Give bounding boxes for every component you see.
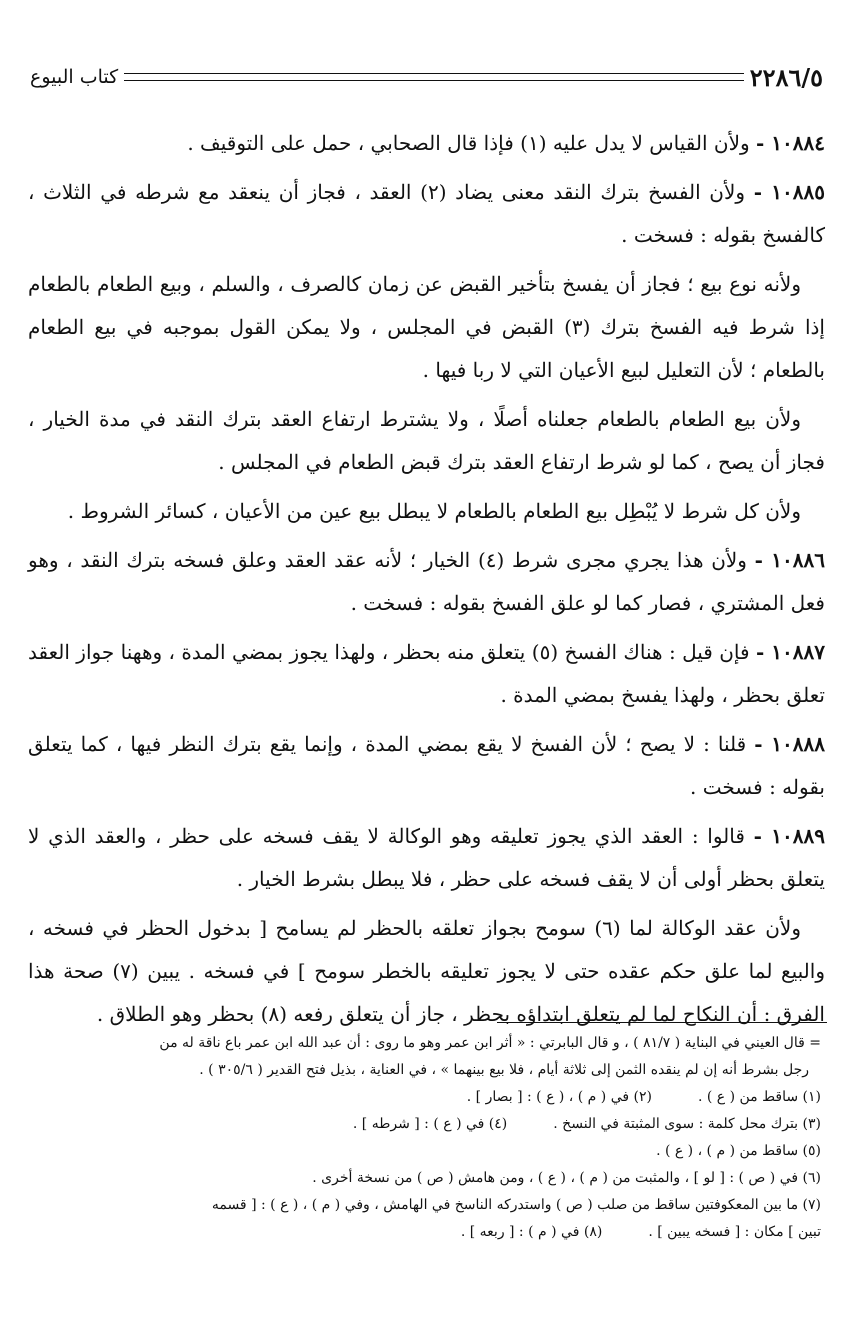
- paragraph: [28, 907, 825, 1036]
- footnote-row: [28, 1219, 821, 1246]
- paragraph-text: ولأن كل شرط لا يُبْطِل بيع الطعام بالطعام لا يبطل بيع عين من الأعيان ، كسائر الشروط .: [67, 499, 801, 523]
- page-number: ٢٢٨٦/٥: [749, 62, 823, 92]
- footnote-5: (٥) ساقط من ( م ) ، ( ع ) .: [656, 1143, 821, 1159]
- footnote-continuation: رجل بشرط أنه إن لم ينقده الثمن إلى ثلاثة أيام ، فلا بيع بينهما » ، في العناية ، بذيل فتح القدير ( ٣٠٥/٦ ) .: [199, 1062, 809, 1078]
- paragraph-text: قلنا : لا يصح ؛ لأن الفسخ لا يقع بمضي المدة ، وإنما يقع بترك النظر فيها ، كما يتعلق بقوله : فسخت .: [28, 732, 825, 799]
- paragraph-text: قالوا : العقد الذي يجوز تعليقه وهو الوكالة لا يقف فسخه على حظر ، والعقد الذي لا يتعلق بحظر أولى أن لا يقف فسخه على حظر ، فلا يبطل بشرط الخيار .: [28, 824, 825, 891]
- paragraph-number: ١٠٨٨٧ -: [755, 640, 826, 664]
- paragraph-number: ١٠٨٨٩ -: [753, 824, 826, 848]
- footnote-7: (٧) ما بين المعكوفتين ساقط من صلب ( ص ) واستدركه الناسخ في الهامش ، وفي ( م ) ، ( ع ) : [ قسمه: [211, 1197, 821, 1213]
- footnote-7-continuation: تبين ] مكان : [ فسخه يبين ] .: [648, 1224, 821, 1240]
- book-title: كتاب البيوع: [30, 66, 119, 88]
- header-rule: [124, 73, 744, 81]
- paragraph: [28, 815, 825, 901]
- paragraph: [28, 631, 825, 717]
- paragraph: [28, 122, 825, 165]
- footnotes: [28, 1030, 821, 1246]
- footnote-3: (٣) بترك محل كلمة : سوى المثبتة في النسخ .: [553, 1116, 821, 1132]
- page-header: [30, 60, 823, 94]
- paragraph-number: ١٠٨٨٤ -: [756, 131, 825, 155]
- paragraph-text: ولأن الفسخ بترك النقد معنى يضاد (٢) العقد ، فجاز أن ينعقد مع شرطه في الثلاث ، كالفسخ بقوله : فسخت .: [28, 180, 825, 247]
- paragraph: [28, 263, 825, 392]
- paragraph: [28, 490, 825, 533]
- paragraph: [28, 171, 825, 257]
- paragraph-number: ١٠٨٨٦ -: [754, 548, 825, 572]
- paragraph-number: ١٠٨٨٥ -: [753, 180, 825, 204]
- footnote-row: [28, 1084, 821, 1111]
- paragraph-text: ولأن هذا يجري مجرى شرط (٤) الخيار ؛ لأنه عقد العقد وعلق فسخه بترك النقد ، وهو فعل المشتري ، فصار كما لو علق الفسخ بقوله : فسخت .: [28, 548, 825, 615]
- paragraph-text: ولأن القياس لا يدل عليه (١) فإذا قال الصحابي ، حمل على التوقيف .: [187, 131, 757, 155]
- paragraph-text: فإن قيل : هناك الفسخ (٥) يتعلق منه بحظر ، ولهذا يجوز بمضي المدة ، وههنا جواز العقد تعلق بحظر ، ولهذا يفسخ بمضي المدة .: [28, 640, 825, 707]
- paragraph-number: ١٠٨٨٨ -: [754, 732, 825, 756]
- footnote-6: (٦) في ( ص ) : [ لو ] ، والمثبت من ( م ) ، ( ع ) ، ومن هامش ( ص ) من نسخة أخرى .: [312, 1170, 821, 1186]
- paragraph: [28, 539, 825, 625]
- footnote-2: (٢) في ( م ) ، ( ع ) : [ بصار ] .: [466, 1089, 652, 1105]
- paragraph-text: ولأن عقد الوكالة لما (٦) سومح بجواز تعلقه بالحظر لم يسامح [ بدخول الحظر في فسخه ، والبيع لما علق حكم عقده حتى لا يجوز تعليقه بالخطر سومح ] في فسخه . يبين (٧) صحة هذا الفرق : أن النكاح لما لم يتعلق ابتداؤه بحظر ، جاز أن يتعلق رفعه (٨) بحظر وهو الطلاق .: [28, 916, 825, 1026]
- footnote-continuation: = قال العيني في البناية ( ٨١/٧ ) ، و قال البابرتي : « أثر ابن عمر وهو ما روى : أن عبد الله ابن عمر باع ناقة له من: [159, 1035, 821, 1051]
- paragraph-text: ولأن بيع الطعام بالطعام جعلناه أصلًا ، ولا يشترط ارتفاع العقد بترك النقد في مدة الخيار ، فجاز أن يصح ، كما لو شرط ارتفاع العقد بترك قبض الطعام في المجلس .: [28, 407, 825, 474]
- paragraph-text: ولأنه نوع بيع ؛ فجاز أن يفسخ بتأخير القبض عن زمان كالصرف ، والسلم ، وبيع الطعام بالطعام إذا شرط فيه الفسخ بترك (٣) القبض في المجلس ، ولا يمكن القول بموجبه في بيع الطعام بالطعام ؛ لأن التعليل لبيع الأعيان التي لا ربا فيها .: [28, 272, 825, 382]
- footnote-4: (٤) في ( ع ) : [ شرطه ] .: [352, 1116, 508, 1132]
- paragraph: [28, 398, 825, 484]
- footnote-8: (٨) في ( م ) : [ ربعه ] .: [460, 1224, 603, 1240]
- paragraph: [28, 723, 825, 809]
- footnote-row: [28, 1111, 821, 1138]
- main-text: [28, 122, 825, 1042]
- footnote-1: (١) ساقط من ( ع ) .: [697, 1089, 821, 1105]
- footnote-divider: [497, 1022, 827, 1023]
